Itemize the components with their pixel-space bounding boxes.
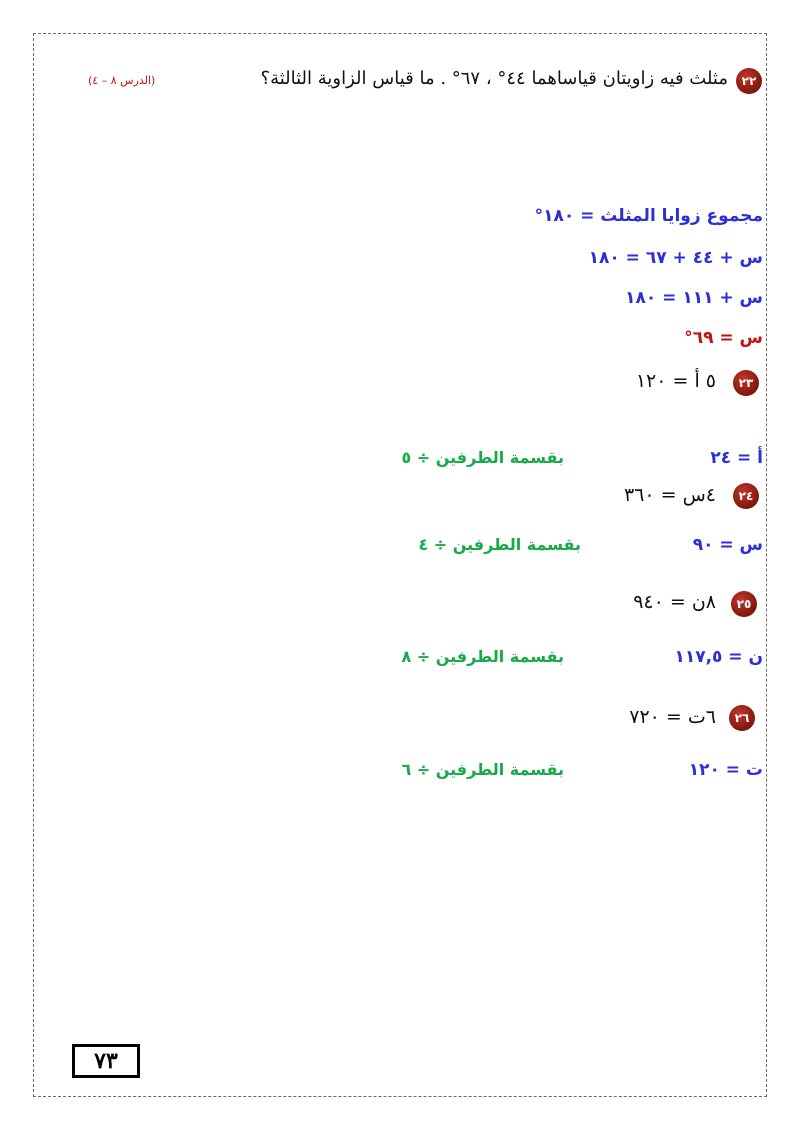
- question-number-badge: ٢٢: [736, 68, 762, 94]
- solution-line-1: مجموع زوايا المثلث = ١٨٠°: [534, 206, 763, 226]
- solution-answer: س = ٦٩°: [684, 328, 763, 348]
- page-border: [33, 33, 767, 1097]
- solution-line-2: س + ٤٤ + ٦٧ = ١٨٠: [588, 248, 763, 268]
- question-number-badge: ٢٣: [733, 370, 759, 396]
- question-25-solution: ن = ١١٧,٥: [674, 647, 763, 667]
- question-number-badge: ٢٤: [733, 483, 759, 509]
- question-25-note: بقسمة الطرفين ÷ ٨: [401, 647, 564, 666]
- question-number-badge: ٢٥: [731, 591, 757, 617]
- lesson-reference: (الدرس ٨ – ٤): [88, 74, 156, 87]
- question-23-solution: أ = ٢٤: [710, 448, 763, 468]
- question-23-equation: ٥ أ = ١٢٠: [635, 370, 716, 392]
- solution-line-3: س + ١١١ = ١٨٠: [625, 288, 763, 308]
- question-26-equation: ٦ت = ٧٢٠: [629, 706, 716, 728]
- page-number: ٧٣: [72, 1044, 140, 1078]
- question-22-text: مثلث فيه زاويتان قياساهما ٤٤° ، ٦٧° . ما قياس الزاوية الثالثة؟: [260, 68, 728, 89]
- question-26-note: بقسمة الطرفين ÷ ٦: [401, 760, 564, 779]
- question-23-note: بقسمة الطرفين ÷ ٥: [401, 448, 564, 467]
- question-number-badge: ٢٦: [729, 705, 755, 731]
- question-25-equation: ٨ن = ٩٤٠: [633, 591, 716, 613]
- question-24-note: بقسمة الطرفين ÷ ٤: [418, 535, 581, 554]
- question-24-equation: ٤س = ٣٦٠: [623, 484, 716, 506]
- question-24-solution: س = ٩٠: [692, 535, 763, 555]
- question-26-solution: ت = ١٢٠: [688, 760, 763, 780]
